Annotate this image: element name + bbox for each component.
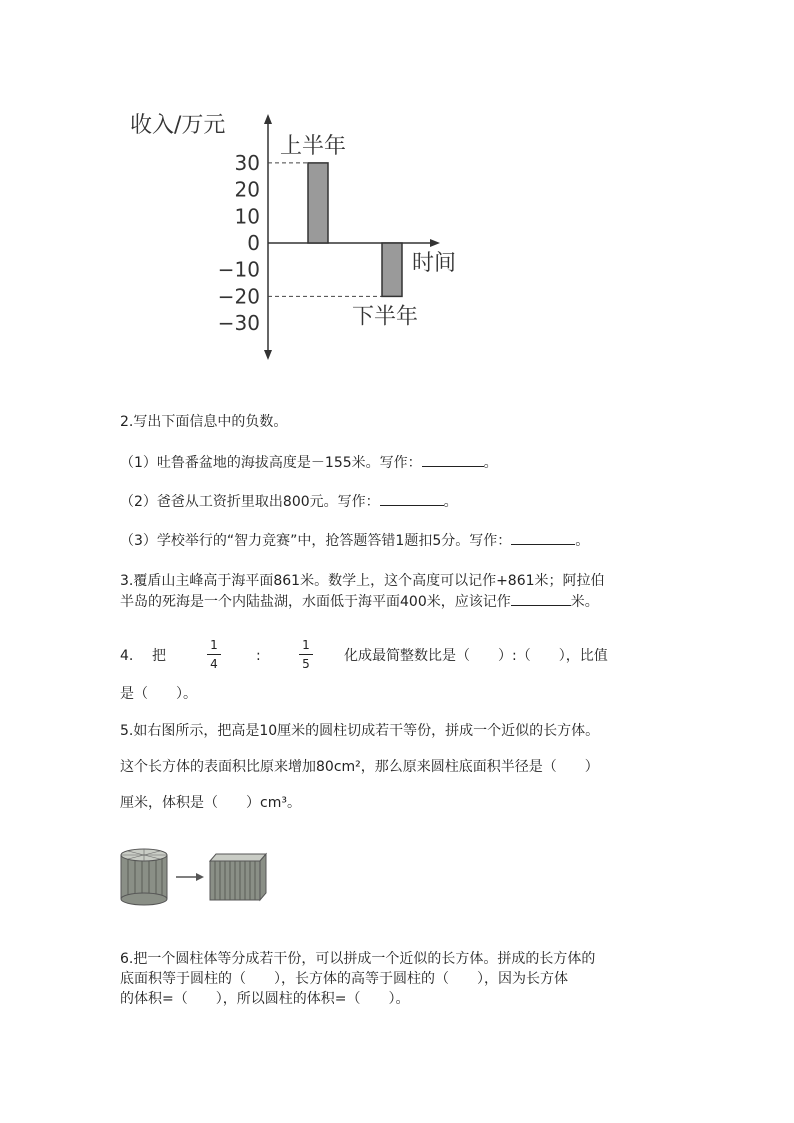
answer-blank[interactable] [422,452,484,467]
y-tick-label: −10 [217,257,260,282]
q6-line-2: 底面积等于圆柱的（ ），长方体的高等于圆柱的（ ），因为长方体 [120,971,568,987]
bar-first-half [308,163,328,243]
q2-item-3: （3）学校举行的“智力竞赛”中，抢答题答错1题扣5分。写作： 。 [120,530,589,551]
x-axis-label: 时间 [412,251,457,276]
q2-title: 2.写出下面信息中的负数。 [120,414,288,430]
q6-line-3: 的体积=（ ），所以圆柱的体积=（ ）。 [120,991,410,1007]
q4-ba: 把 [152,648,166,664]
bar-category-label: 下半年 [352,304,419,330]
y-axis-arrow-up [264,114,272,124]
bar-category-label: 上半年 [280,133,347,159]
fraction-one-quarter: 1 4 [207,638,221,671]
q3-line-2: 半岛的死海是一个内陆盐湖，水面低于海平面400米，应该记作 米。 [120,591,599,612]
cuboid-illustration [210,854,266,900]
y-tick-label: −20 [217,284,260,309]
x-axis-arrow [430,239,440,247]
y-axis-label: 收入/万元 [130,113,226,138]
y-tick-label: 30 [234,150,260,175]
y-tick-label: 10 [234,204,260,229]
q3-line-1: 3.覆盾山主峰高于海平面861米。数学上，这个高度可以记作+861米；阿拉伯 [120,573,605,589]
q5-line-1: 5.如右图所示，把高是10厘米的圆柱切成若干等份，拼成一个近似的长方体。 [120,723,600,739]
q4-rest: 化成最简整数比是（ ）:（ ），比值 [344,648,608,664]
q4-line-2: 是（ ）。 [120,686,197,702]
q5-line-3: 厘米，体积是（ ）cm³。 [120,795,301,811]
answer-blank[interactable] [511,530,575,545]
y-tick-label: 0 [247,231,260,255]
arrow-right-icon [176,873,204,881]
q4-colon: : [256,648,261,664]
fraction-one-fifth: 1 5 [299,638,313,671]
bar-second-half [382,243,402,296]
cylinder-to-cuboid-figure [118,845,278,910]
income-chart [120,100,480,370]
q2-item-2: （2）爸爸从工资折里取出800元。写作： 。 [120,491,458,512]
y-tick-label: 20 [234,177,260,202]
cylinder-illustration [121,849,167,905]
q6-line-1: 6.把一个圆柱体等分成若干份，可以拼成一个近似的长方体。拼成的长方体的 [120,951,596,967]
q2-item-1: （1）吐鲁番盆地的海拔高度是－155米。写作： 。 [120,452,498,473]
q5-line-2: 这个长方体的表面积比原来增加80cm²，那么原来圆柱底面积半径是（ ） [120,759,599,775]
y-tick-label: −30 [217,311,260,336]
answer-blank[interactable] [380,491,444,506]
answer-blank[interactable] [511,591,571,606]
y-axis-arrow-down [264,350,272,360]
q4-number: 4. [120,648,134,664]
